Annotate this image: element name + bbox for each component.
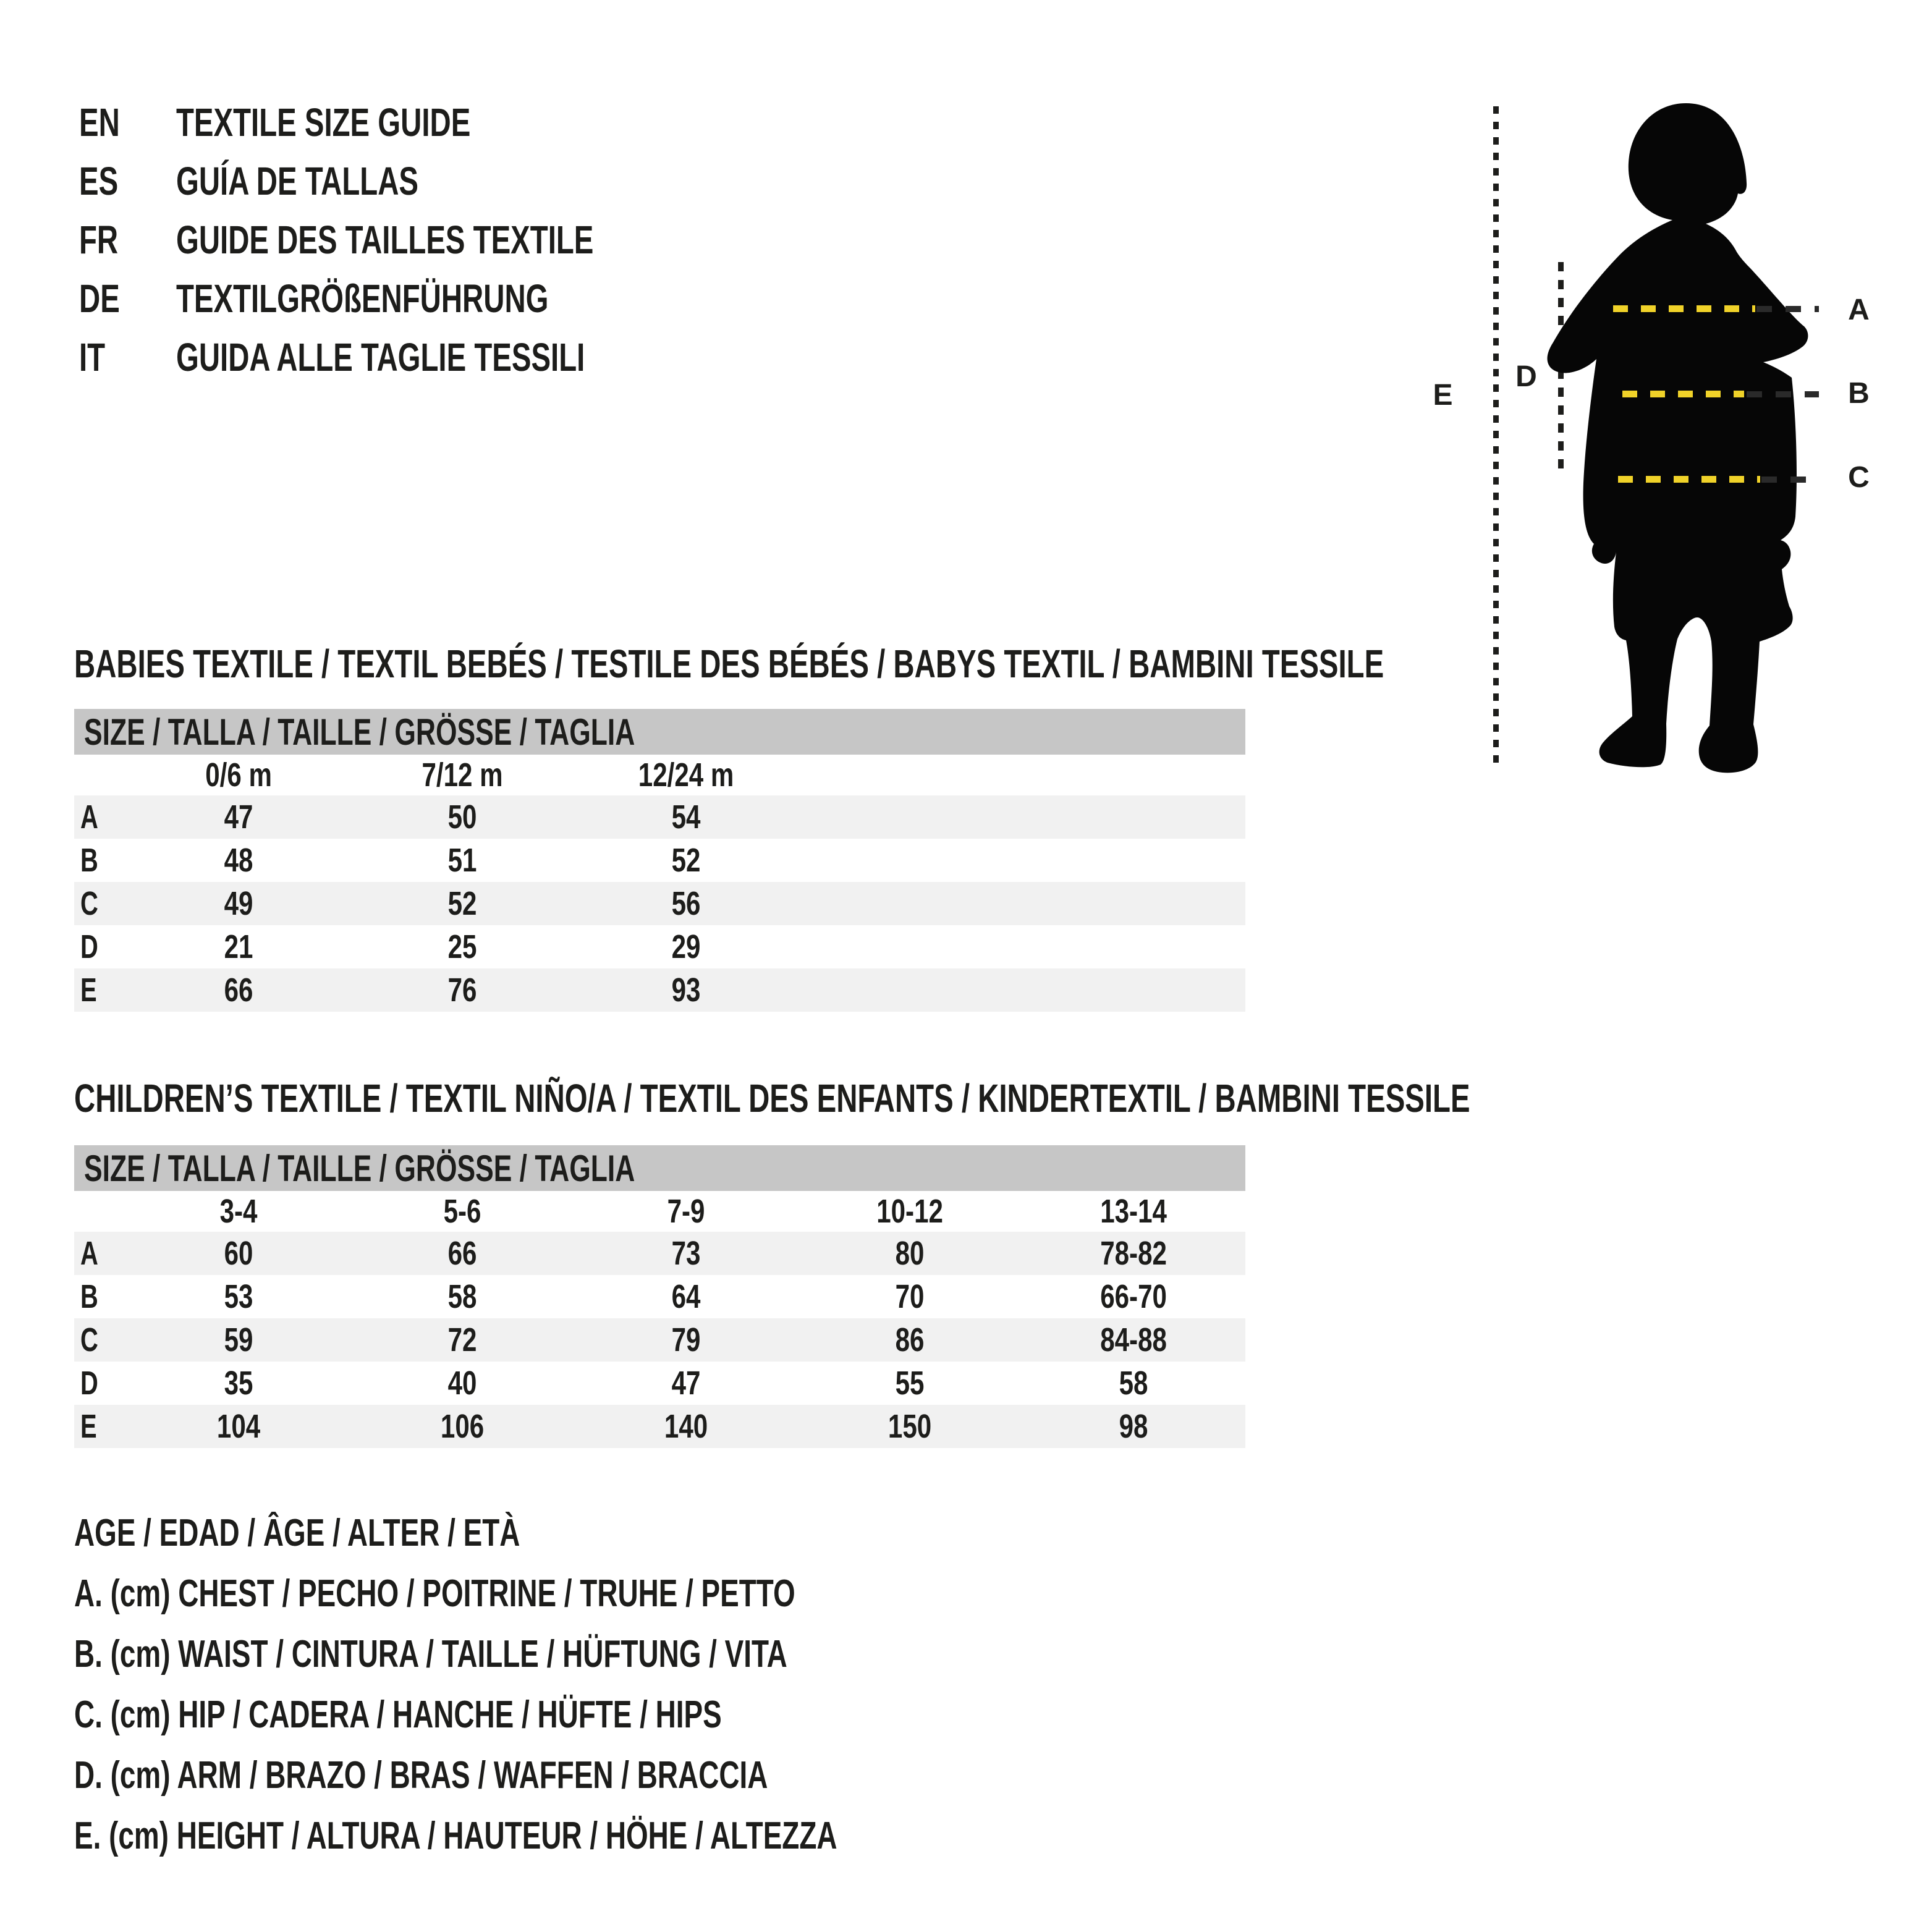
babies-size-header-text: SIZE / TALLA / TAILLE / GRÖSSE / TAGLIA (84, 711, 635, 753)
children-size-header-bar (74, 1145, 1245, 1191)
waist-line-dark (1747, 391, 1819, 397)
legend-line-height (74, 1814, 1105, 1857)
children-title-text: CHILDREN’S TEXTILE / TEXTIL NIÑO/A / TEXTIL DES ENFANTS / KINDERTEXTIL / BAMBINI TESSILE (74, 1076, 1470, 1121)
language-row-fr (79, 210, 740, 269)
row-label: C (80, 885, 98, 922)
table-row (74, 795, 1245, 839)
cell-value: 40 (447, 1365, 477, 1402)
legend-text: B. (cm) WAIST / CINTURA / TAILLE / HÜFTUNG / VITA (74, 1632, 787, 1676)
children-size-header-text: SIZE / TALLA / TAILLE / GRÖSSE / TAGLIA (84, 1147, 635, 1189)
cell-value: 47 (671, 1365, 701, 1402)
table-row (74, 1405, 1245, 1448)
row-label: C (80, 1321, 98, 1358)
legend-text: D. (cm) ARM / BRAZO / BRAS / WAFFEN / BRACCIA (74, 1753, 768, 1797)
table-row (74, 1275, 1245, 1318)
cell-value: 53 (224, 1278, 253, 1315)
cell-value: 72 (447, 1321, 477, 1358)
hip-line-dark (1761, 477, 1819, 483)
cell-value: 76 (447, 972, 477, 1009)
cell-value: 59 (224, 1321, 253, 1358)
children-column-header-row (74, 1191, 1245, 1232)
babies-col-header: 0/6 m (205, 756, 272, 794)
cell-value: 56 (671, 885, 701, 922)
table-row (74, 882, 1245, 925)
chest-line-yellow (1613, 305, 1755, 312)
guide-title-it: GUIDA ALLE TAGLIE TESSILI (176, 334, 585, 379)
cell-value: 66 (224, 972, 253, 1009)
legend-text: A. (cm) CHEST / PECHO / POITRINE / TRUHE / PETTO (74, 1572, 795, 1615)
language-row-it (79, 328, 729, 386)
legend-line-age (74, 1511, 677, 1554)
figure-label-hip: C (1848, 461, 1870, 494)
row-label: D (80, 928, 98, 965)
babies-title-text: BABIES TEXTILE / TEXTIL BEBÉS / TESTILE DES BÉBÉS / BABYS TEXTIL / BAMBINI TESSILE (74, 642, 1384, 686)
babies-size-header-bar (74, 709, 1245, 755)
children-col-header: 10-12 (876, 1193, 943, 1230)
cell-value: 106 (440, 1408, 485, 1445)
row-label: A (80, 1235, 98, 1272)
cell-value: 49 (224, 885, 253, 922)
legend-text: AGE / EDAD / ÂGE / ALTER / ETÀ (74, 1511, 520, 1554)
cell-value: 60 (224, 1235, 253, 1272)
cell-value: 58 (1119, 1365, 1148, 1402)
cell-value: 104 (216, 1408, 261, 1445)
table-row (74, 1232, 1245, 1275)
chest-line-dark (1756, 306, 1819, 312)
babies-column-header-row (74, 755, 1245, 795)
legend-line-arm (74, 1753, 1012, 1797)
waist-line-yellow (1622, 391, 1744, 397)
child-silhouette (1545, 102, 1811, 782)
language-code: EN (79, 100, 120, 145)
table-row (74, 925, 1245, 968)
cell-value: 21 (224, 928, 253, 965)
hip-line-yellow (1618, 476, 1760, 483)
cell-value: 52 (447, 885, 477, 922)
babies-col-header: 12/24 m (638, 756, 734, 794)
cell-value: 93 (671, 972, 701, 1009)
legend-line-chest (74, 1572, 1049, 1615)
babies-col-header: 7/12 m (422, 756, 503, 794)
children-section-title (74, 1076, 1932, 1121)
row-label: E (80, 972, 97, 1009)
children-col-header: 13-14 (1100, 1193, 1167, 1230)
cell-value: 66-70 (1100, 1278, 1167, 1315)
language-code: DE (79, 276, 120, 321)
cell-value: 55 (895, 1365, 925, 1402)
cell-value: 73 (671, 1235, 701, 1272)
language-row-en (79, 93, 574, 151)
guide-title-es: GUÍA DE TALLAS (176, 158, 419, 203)
row-label: D (80, 1365, 98, 1402)
cell-value: 35 (224, 1365, 253, 1402)
table-row (74, 839, 1245, 882)
language-code: FR (79, 217, 119, 262)
cell-value: 64 (671, 1278, 701, 1315)
cell-value: 70 (895, 1278, 925, 1315)
cell-value: 52 (671, 842, 701, 879)
children-col-header: 3-4 (219, 1193, 258, 1230)
row-label: B (80, 842, 98, 879)
cell-value: 29 (671, 928, 701, 965)
cell-value: 51 (447, 842, 477, 879)
children-col-header: 7-9 (667, 1193, 705, 1230)
guide-title-en: TEXTILE SIZE GUIDE (176, 100, 471, 145)
cell-value: 98 (1119, 1408, 1148, 1445)
cell-value: 78-82 (1100, 1235, 1167, 1272)
table-row (74, 1318, 1245, 1362)
cell-value: 48 (224, 842, 253, 879)
cell-value: 54 (671, 799, 701, 836)
language-code: ES (79, 158, 119, 203)
legend-line-hip (74, 1693, 949, 1736)
children-col-header: 5-6 (443, 1193, 481, 1230)
row-label: A (80, 799, 98, 836)
cell-value: 140 (664, 1408, 708, 1445)
legend-line-waist (74, 1632, 1038, 1676)
cell-value: 79 (671, 1321, 701, 1358)
cell-value: 58 (447, 1278, 477, 1315)
table-row (74, 968, 1245, 1012)
figure-label-height: E (1433, 379, 1454, 412)
figure-label-waist: B (1848, 377, 1870, 410)
cell-value: 47 (224, 799, 253, 836)
cell-value: 25 (447, 928, 477, 965)
language-code: IT (79, 334, 106, 379)
figure-label-chest: A (1848, 294, 1870, 326)
cell-value: 66 (447, 1235, 477, 1272)
guide-title-de: TEXTILGRÖßENFÜHRUNG (176, 276, 549, 321)
cell-value: 150 (888, 1408, 932, 1445)
language-row-es (79, 151, 504, 210)
table-row (74, 1362, 1245, 1405)
cell-value: 80 (895, 1235, 925, 1272)
cell-value: 50 (447, 799, 477, 836)
cell-value: 84-88 (1100, 1321, 1167, 1358)
figure-label-arm: D (1515, 360, 1538, 393)
legend-text: E. (cm) HEIGHT / ALTURA / HAUTEUR / HÖHE / ALTEZZA (74, 1814, 837, 1857)
cell-value: 86 (895, 1321, 925, 1358)
guide-title-fr: GUIDE DES TAILLES TEXTILE (176, 217, 594, 262)
row-label: E (80, 1408, 97, 1445)
legend-text: C. (cm) HIP / CADERA / HANCHE / HÜFTE / HIPS (74, 1693, 722, 1736)
language-row-de (79, 269, 679, 328)
row-label: B (80, 1278, 98, 1315)
